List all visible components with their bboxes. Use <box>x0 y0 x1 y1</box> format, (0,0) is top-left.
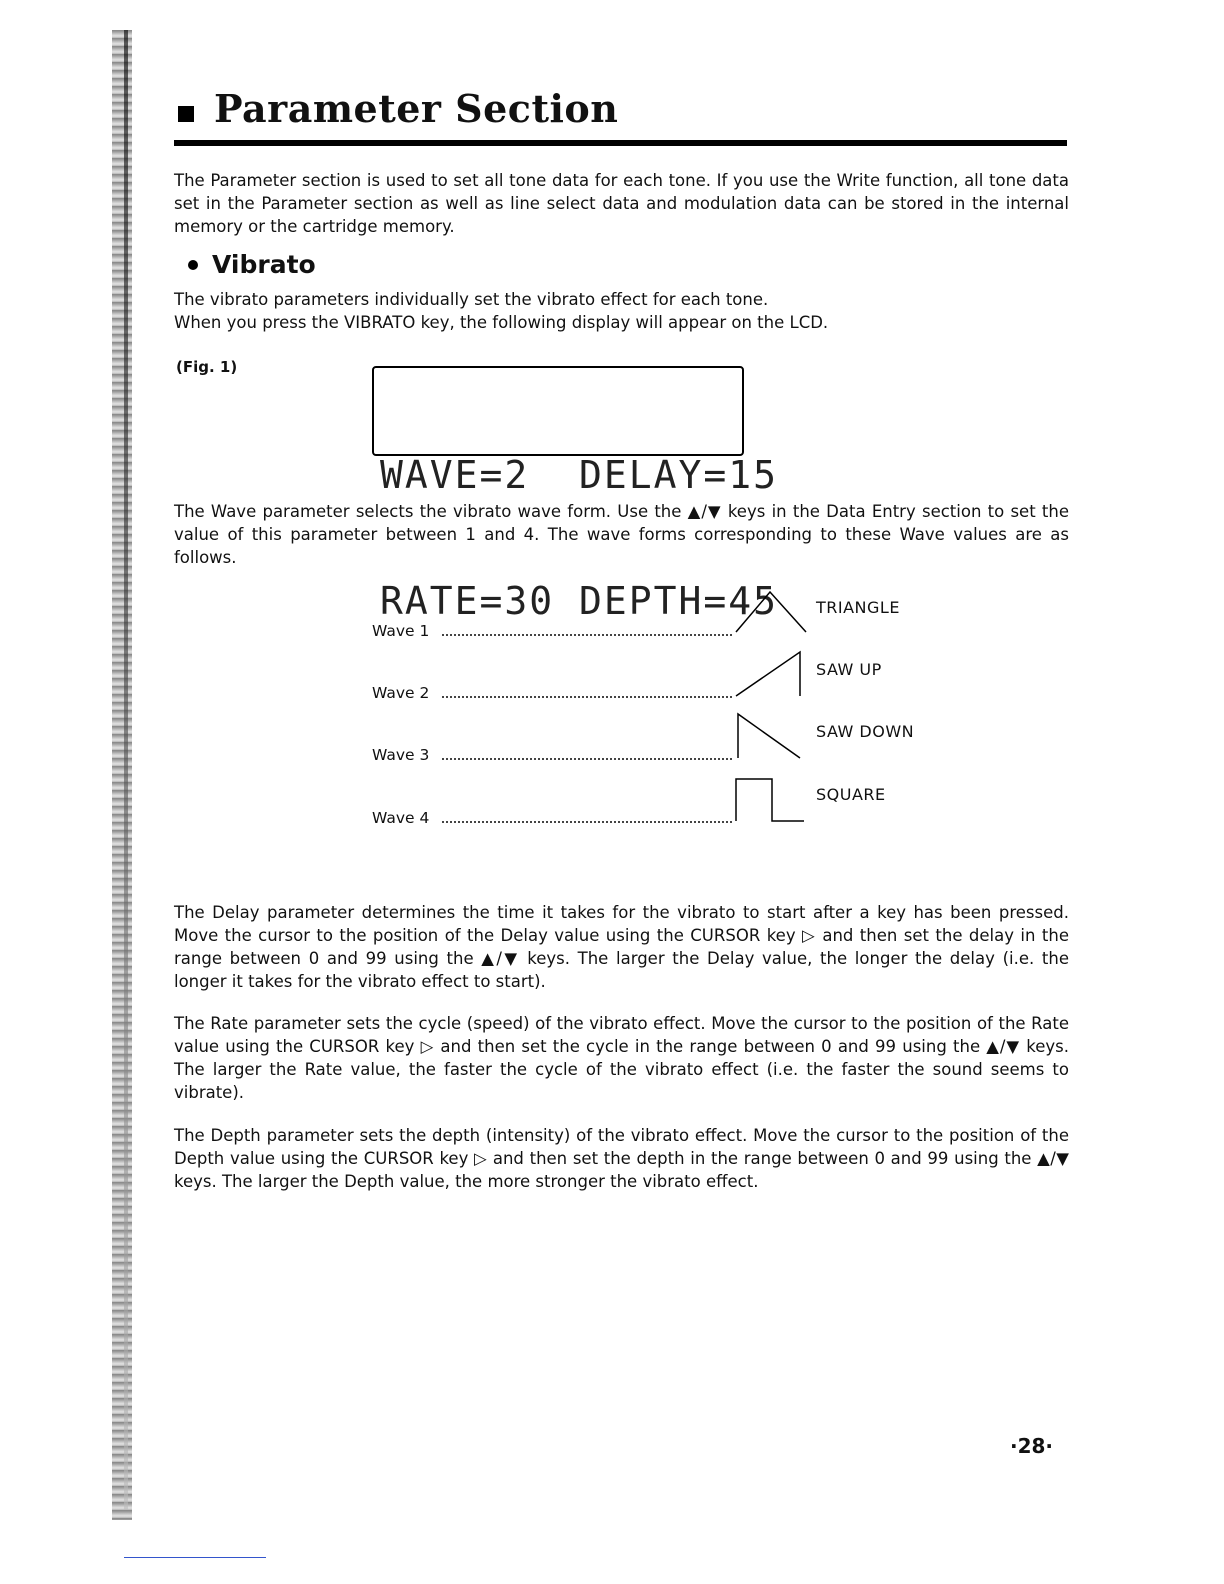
section-header <box>178 86 618 131</box>
triangle-wave-icon <box>734 588 814 638</box>
depth-paragraph: The Depth parameter sets the depth (intensity) of the vibrato effect. Move the cursor to the position of the Depth value using the CURSOR key ▷ and then set the depth in the range between 0 and 99 using the ▲/▼ keys. The larger the Depth value, the more stronger the vibrato effect. <box>174 1126 1069 1191</box>
lcd-line-1: WAVE=2 DELAY=15 <box>380 453 779 497</box>
dot-leader <box>442 821 732 823</box>
wave-row <box>372 712 932 772</box>
dot-bullet-icon <box>188 260 198 270</box>
wave-label: Wave 4 <box>372 809 430 827</box>
binding-shadow <box>124 30 128 1510</box>
dot-leader <box>442 758 732 760</box>
wave-label: Wave 1 <box>372 622 430 640</box>
wave-name: TRIANGLE <box>816 598 900 617</box>
lcd-display <box>372 366 779 623</box>
vibrato-line-2: When you press the VIBRATO key, the following display will appear on the LCD. <box>174 313 829 332</box>
square-wave-icon <box>734 775 814 825</box>
wave-label: Wave 3 <box>372 746 430 764</box>
title-rule <box>174 140 1067 146</box>
intro-paragraph: The Parameter section is used to set all tone data for each tone. If you use the Write function, all tone data set in the Parameter section as well as line select data and modulation data can be stored in the internal memory or the cartridge memory. <box>174 171 1069 236</box>
dot-leader <box>442 634 732 636</box>
lcd-line-2: RATE=30 DEPTH=45 <box>380 579 779 623</box>
figure-label: (Fig. 1) <box>176 358 238 376</box>
wave-label: Wave 2 <box>372 684 430 702</box>
dot-leader <box>442 696 732 698</box>
vibrato-title: Vibrato <box>212 250 316 279</box>
wave-name: SQUARE <box>816 785 886 804</box>
delay-paragraph: The Delay parameter determines the time it takes for the vibrato to start after a key has been pressed. Move the cursor to the position of the Delay value using the CURSOR key ▷ and then set the delay in the range between 0 and 99 using the ▲/▼ keys. The larger the Delay value, the longer the delay (i.e. the longer it takes for the vibrato effect to start). <box>174 903 1069 991</box>
vibrato-line-1: The vibrato parameters individually set the vibrato effect for each tone. <box>174 290 769 309</box>
wave-row <box>372 650 932 710</box>
page-number: ·28· <box>1010 1434 1054 1458</box>
saw-up-wave-icon <box>734 650 814 700</box>
saw-down-wave-icon <box>734 712 814 762</box>
section-title: Parameter Section <box>214 86 619 131</box>
wave-paragraph: The Wave parameter selects the vibrato wave form. Use the ▲/▼ keys in the Data Entry section to set the value of this parameter between 1 and 4. The wave forms corresponding to these Wave values are as follows. <box>174 502 1069 567</box>
wave-row <box>372 775 932 835</box>
binding-edge <box>112 30 132 1520</box>
wave-name: SAW UP <box>816 660 882 679</box>
footer-rule <box>124 1557 266 1558</box>
wave-row <box>372 588 932 648</box>
vibrato-heading <box>188 250 316 279</box>
rate-paragraph: The Rate parameter sets the cycle (speed) of the vibrato effect. Move the cursor to the position of the Rate value using the CURSOR key ▷ and then set the cycle in the range between 0 and 99 using the ▲/▼ keys. The larger the Rate value, the faster the cycle of the vibrato effect (i.e. the faster the sound seems to vibrate). <box>174 1014 1069 1102</box>
square-bullet-icon <box>178 106 194 122</box>
wave-name: SAW DOWN <box>816 722 915 741</box>
